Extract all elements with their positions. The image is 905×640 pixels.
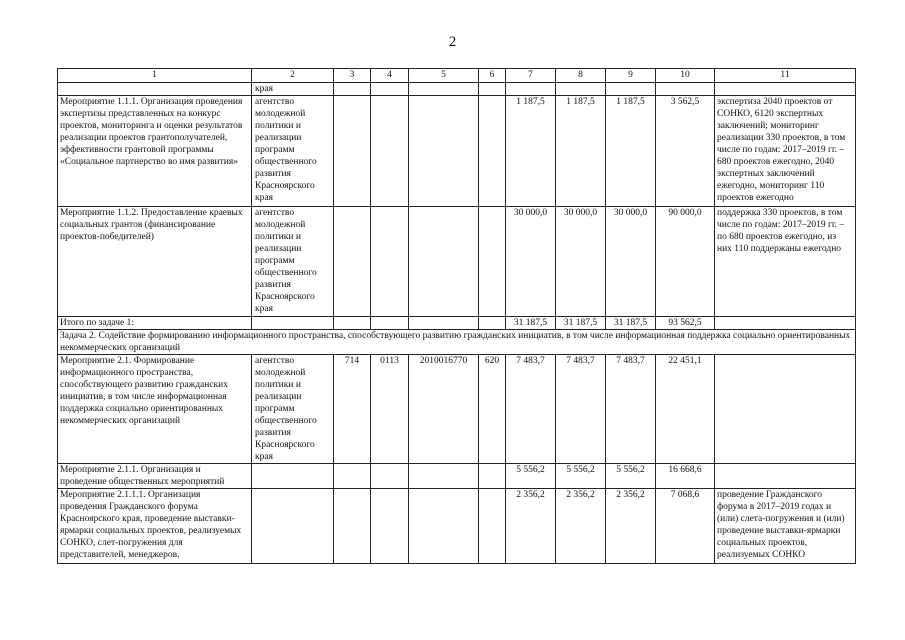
table-cell-col6 — [479, 96, 506, 207]
column-header: 5 — [409, 69, 479, 83]
table-cell-col9: 1 187,5 — [606, 96, 656, 207]
table-cell-col10: 93 562,5 — [656, 317, 715, 330]
table-cell-col4 — [371, 96, 409, 207]
table-cell-col2: агентство молодежной политики и реализации программ общественного развития Красноярского края — [252, 207, 334, 317]
table-cell-col1: Итого по задаче 1: — [58, 317, 252, 330]
table-cell-col2 — [252, 489, 334, 564]
table-header-row — [58, 69, 856, 83]
table-cell-col3 — [334, 96, 371, 207]
table-cell-col3 — [334, 464, 371, 489]
table-cell-col11: экспертиза 2040 проектов от СОНКО, 6120 экспертных заключений; мониторинг реализации 330 проектов, в том числе по годам: 2017–2019 гг. – 680 проектов ежегодно, 2040 экспертных заключений ежегодно, мониторинг 110 проектов ежегодно — [715, 96, 856, 207]
table-cell-col8: 30 000,0 — [556, 207, 606, 317]
column-header: 3 — [334, 69, 371, 83]
table-cell-col1: Мероприятие 2.1.1.1. Организация проведения Гражданского форума Красноярского края, проведение выставки-ярмарки социальных проектов, реализуемых СОНКО, слет-погружения для представителей, менеджеров, — [58, 489, 252, 564]
table-cell-col11 — [715, 83, 856, 96]
table-cell-col10: 22 451,1 — [656, 355, 715, 464]
table-cell-col1: Мероприятие 1.1.1. Организация проведения экспертизы представленных на конкурс проектов, мониторинга и оценки результатов реализации проектов грантополучателей, эффективности грантовой программы «Социальное партнерство во имя развития» — [58, 96, 252, 207]
table-cell-col1: Мероприятие 1.1.2. Предоставление краевых социальных грантов (финансирование проектов-победителей) — [58, 207, 252, 317]
table-cell-col9: 31 187,5 — [606, 317, 656, 330]
table-cell-col8: 31 187,5 — [556, 317, 606, 330]
table-cell-col4 — [371, 489, 409, 564]
task-heading-cell: Задача 2. Содействие формированию информационного пространства, способствующего развитию гражданских инициатив, в том числе информационная поддержка социально ориентированных некоммерческих организаций — [58, 330, 856, 355]
table-cell-col11 — [715, 355, 856, 464]
table-cell-col5 — [409, 96, 479, 207]
program-activities-table — [57, 68, 856, 564]
table-cell-col11 — [715, 464, 856, 489]
table-cell-col7 — [506, 83, 556, 96]
table-cell-col6: 620 — [479, 355, 506, 464]
table-cell-col8: 1 187,5 — [556, 96, 606, 207]
table-cell-col6 — [479, 489, 506, 564]
table-cell-col5 — [409, 83, 479, 96]
column-header: 10 — [656, 69, 715, 83]
table-row — [58, 355, 856, 464]
table-cell-col9 — [606, 83, 656, 96]
table-cell-col4: 0113 — [371, 355, 409, 464]
table-cell-col5 — [409, 464, 479, 489]
table-cell-col7: 31 187,5 — [506, 317, 556, 330]
column-header: 8 — [556, 69, 606, 83]
column-header: 7 — [506, 69, 556, 83]
table-cell-col2: агентство молодежной политики и реализации программ общественного развития Красноярского края — [252, 96, 334, 207]
column-header: 11 — [715, 69, 856, 83]
table-cell-col6 — [479, 83, 506, 96]
table-cell-col9: 2 356,2 — [606, 489, 656, 564]
table-cell-col5 — [409, 207, 479, 317]
table-cell-col2: агентство молодежной политики и реализации программ общественного развития Красноярского края — [252, 355, 334, 464]
table-cell-col6 — [479, 207, 506, 317]
page-number: 2 — [448, 34, 457, 50]
table-cell-col5 — [409, 317, 479, 330]
table-cell-col1: Мероприятие 2.1. Формирование информационного пространства, способствующего развитию гражданских инициатив, в том числе информационная поддержка социально ориентированных некоммерческих организаций — [58, 355, 252, 464]
table-cell-col11: проведение Гражданского форума в 2017–2019 годах и (или) слета-погружения и (или) проведение выставки-ярмарки социальных проектов, реализуемых СОНКО — [715, 489, 856, 564]
table-cell-col11: поддержка 330 проектов, в том числе по годам: 2017–2019 гг. – по 680 проектов ежегодно, из них 110 поддержаны ежегодно — [715, 207, 856, 317]
table-cell-col5 — [409, 489, 479, 564]
table-cell-col3 — [334, 489, 371, 564]
table-cell-col6 — [479, 464, 506, 489]
table-cell-col6 — [479, 317, 506, 330]
table-row — [58, 464, 856, 489]
table-cell-col7: 2 356,2 — [506, 489, 556, 564]
table-cell-col8: 5 556,2 — [556, 464, 606, 489]
table-row — [58, 96, 856, 207]
table-cell-col3: 714 — [334, 355, 371, 464]
table-row — [58, 317, 856, 330]
table-cell-col3 — [334, 317, 371, 330]
table-cell-col9: 7 483,7 — [606, 355, 656, 464]
table-cell-col2 — [252, 317, 334, 330]
table-cell-col4 — [371, 83, 409, 96]
table-cell-col10: 3 562,5 — [656, 96, 715, 207]
table-cell-col8 — [556, 83, 606, 96]
table-cell-col3 — [334, 207, 371, 317]
table-cell-col4 — [371, 317, 409, 330]
table-cell-col8: 7 483,7 — [556, 355, 606, 464]
table-cell-col7: 5 556,2 — [506, 464, 556, 489]
table-cell-col9: 5 556,2 — [606, 464, 656, 489]
table-cell-col10: 7 068,6 — [656, 489, 715, 564]
table-cell-col2: края — [252, 83, 334, 96]
column-header: 2 — [252, 69, 334, 83]
table-cell-col9: 30 000,0 — [606, 207, 656, 317]
table-cell-col7: 30 000,0 — [506, 207, 556, 317]
table-cell-col5: 2010016770 — [409, 355, 479, 464]
table-cell-col1 — [58, 83, 252, 96]
table-row — [58, 83, 856, 96]
table-cell-col10 — [656, 83, 715, 96]
table-cell-col10: 16 668,6 — [656, 464, 715, 489]
table-row — [58, 489, 856, 564]
table-cell-col8: 2 356,2 — [556, 489, 606, 564]
table-cell-col4 — [371, 464, 409, 489]
table-cell-col3 — [334, 83, 371, 96]
column-header: 4 — [371, 69, 409, 83]
table-cell-col7: 7 483,7 — [506, 355, 556, 464]
column-header: 1 — [58, 69, 252, 83]
table-cell-col10: 90 000,0 — [656, 207, 715, 317]
column-header: 6 — [479, 69, 506, 83]
table-cell-col2 — [252, 464, 334, 489]
table-cell-col7: 1 187,5 — [506, 96, 556, 207]
table-cell-col1: Мероприятие 2.1.1. Организация и проведение общественных мероприятий — [58, 464, 252, 489]
table-cell-col11 — [715, 317, 856, 330]
column-header: 9 — [606, 69, 656, 83]
table-cell-col4 — [371, 207, 409, 317]
table-row — [58, 207, 856, 317]
table-row — [58, 330, 856, 355]
